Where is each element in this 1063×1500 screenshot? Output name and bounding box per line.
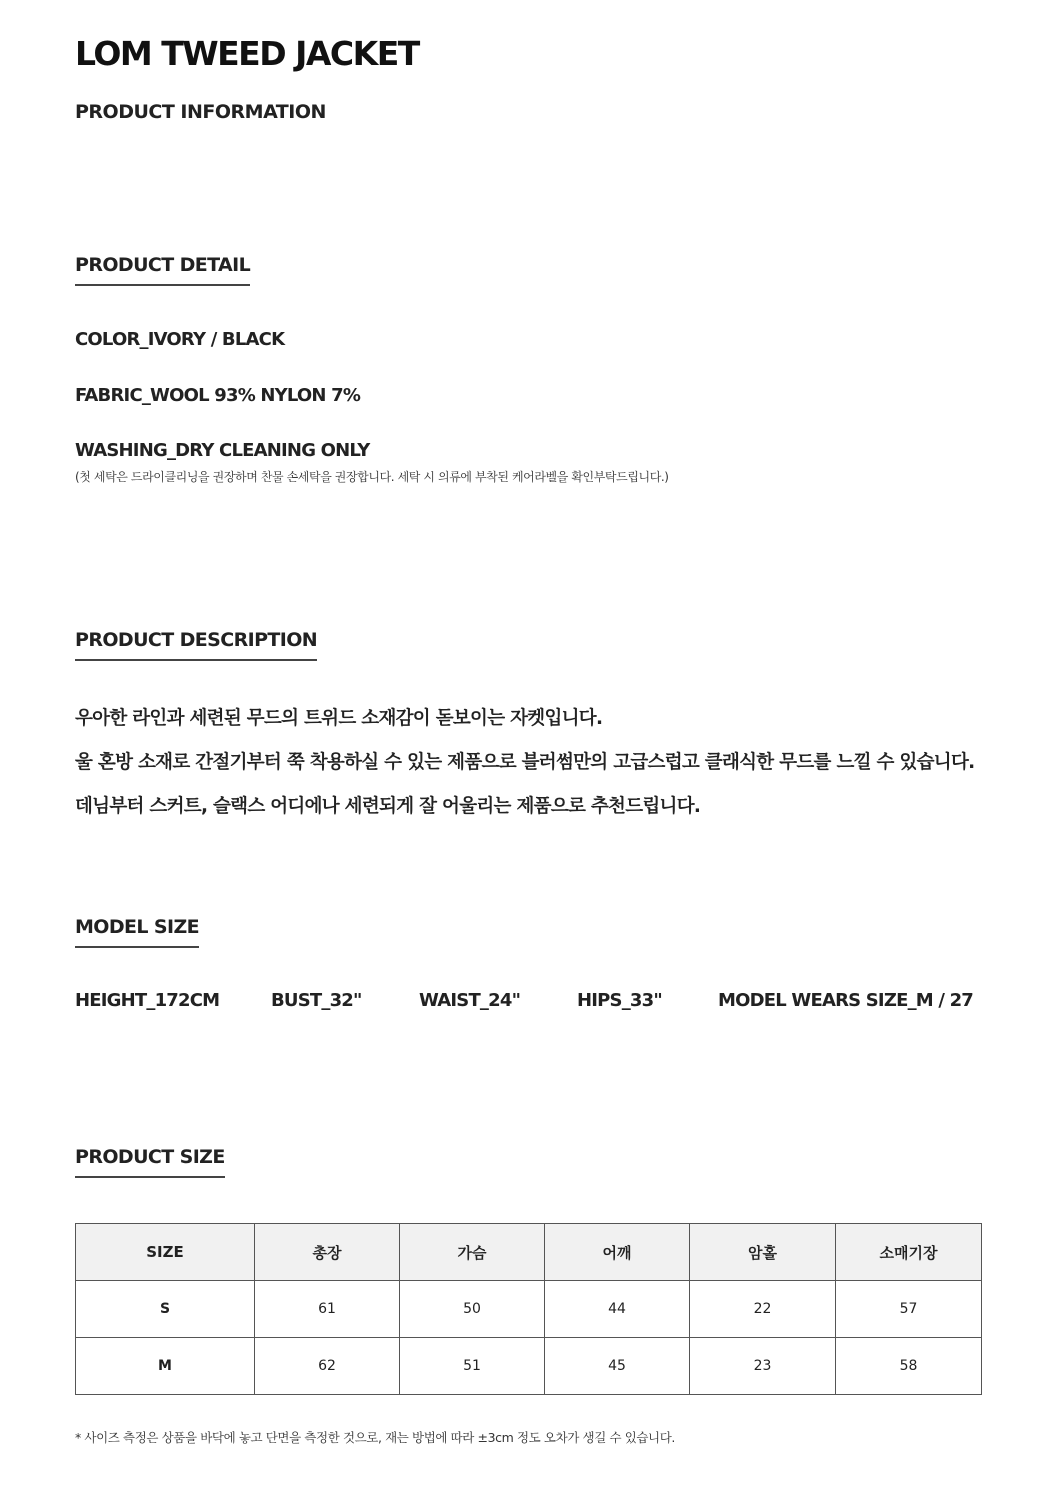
column-header-size: SIZE — [76, 1224, 255, 1281]
model-size-heading: MODEL SIZE — [75, 916, 199, 948]
table-row — [76, 1281, 982, 1338]
cell-shoulder: 45 — [545, 1338, 690, 1395]
column-header-length: 총장 — [255, 1224, 400, 1281]
cell-shoulder: 44 — [545, 1281, 690, 1338]
product-detail-heading: PRODUCT DETAIL — [75, 254, 250, 286]
cell-length: 62 — [255, 1338, 400, 1395]
detail-fabric: FABRIC_WOOL 93% NYLON 7% — [75, 385, 361, 406]
model-hips: HIPS_33" — [577, 990, 662, 1011]
model-wears-size: MODEL WEARS SIZE_M / 27 — [718, 990, 974, 1011]
column-header-chest: 가슴 — [400, 1224, 545, 1281]
cell-chest: 50 — [400, 1281, 545, 1338]
product-information-label: PRODUCT INFORMATION — [75, 101, 326, 123]
cell-armhole: 23 — [690, 1338, 836, 1395]
size-table — [75, 1223, 982, 1395]
cell-length: 61 — [255, 1281, 400, 1338]
cell-armhole: 22 — [690, 1281, 836, 1338]
description-line-1: 우아한 라인과 세련된 무드의 트위드 소재감이 돋보이는 자켓입니다. — [75, 708, 603, 729]
cell-sleeve: 57 — [836, 1281, 982, 1338]
description-line-3: 데님부터 스커트, 슬랙스 어디에나 세련되게 잘 어울리는 제품으로 추천드립니다. — [75, 796, 701, 817]
product-size-heading: PRODUCT SIZE — [75, 1146, 225, 1178]
column-header-sleeve: 소매기장 — [836, 1224, 982, 1281]
description-line-2: 울 혼방 소재로 간절기부터 쭉 착용하실 수 있는 제품으로 블러썸만의 고급스럽고 클래식한 무드를 느낄 수 있습니다. — [75, 752, 975, 773]
table-row — [76, 1338, 982, 1395]
model-bust: BUST_32" — [271, 990, 362, 1011]
cell-sleeve: 58 — [836, 1338, 982, 1395]
size-table-header-row — [76, 1224, 982, 1281]
detail-color: COLOR_IVORY / BLACK — [75, 329, 285, 350]
washing-note: (첫 세탁은 드라이클리닝을 권장하며 찬물 손세탁을 권장합니다. 세탁 시 의류에 부착된 케어라벨을 확인부탁드립니다.) — [75, 470, 669, 484]
cell-size: M — [76, 1338, 255, 1395]
cell-chest: 51 — [400, 1338, 545, 1395]
product-description-heading: PRODUCT DESCRIPTION — [75, 629, 317, 661]
detail-washing: WASHING_DRY CLEANING ONLY — [75, 440, 370, 461]
size-footnote: * 사이즈 측정은 상품을 바닥에 놓고 단면을 측정한 것으로, 재는 방법에 따라 ±3cm 정도 오차가 생길 수 있습니다. — [75, 1430, 675, 1445]
column-header-shoulder: 어깨 — [545, 1224, 690, 1281]
model-waist: WAIST_24" — [419, 990, 521, 1011]
cell-size: S — [76, 1281, 255, 1338]
model-height: HEIGHT_172CM — [75, 990, 220, 1011]
page-title: LOM TWEED JACKET — [75, 34, 419, 73]
column-header-armhole: 암홀 — [690, 1224, 836, 1281]
